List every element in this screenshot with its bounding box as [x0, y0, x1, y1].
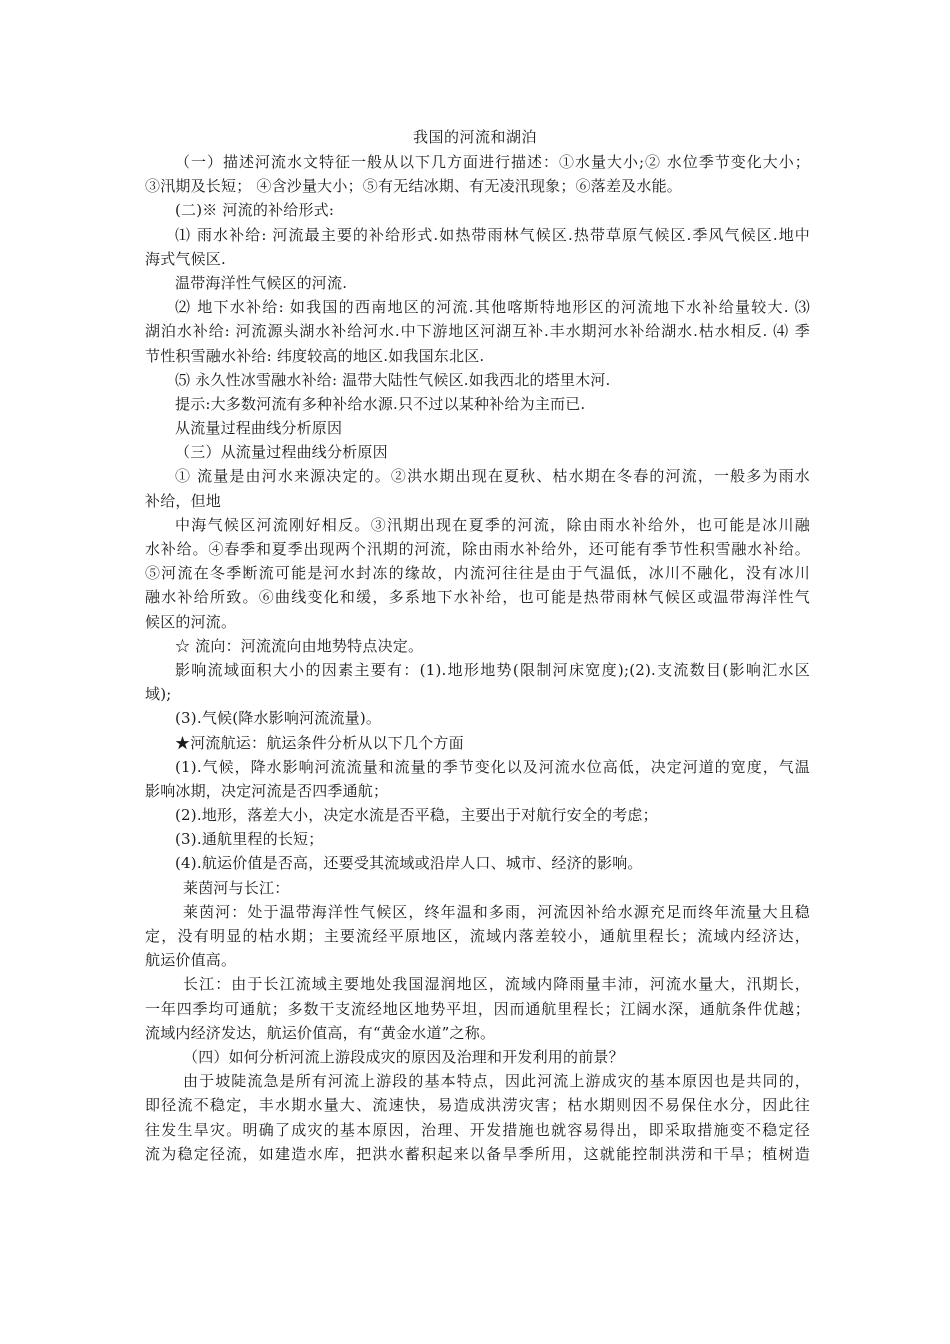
text-line: 湖泊水补给: 河流源头湖水补给河水.中下游地区河湖互补.丰水期河水补给湖水.枯水相反. ⑷ 季: [145, 322, 810, 341]
text-line: ① 流量是由河水来源决定的。②洪水期出现在夏秋、枯水期在冬春的河流，一般多为雨水: [175, 467, 810, 486]
text-line: 海式气候区.: [145, 249, 226, 268]
text-line: 莱茵河与长江：: [183, 878, 290, 897]
text-line: 流域内经济发达，航运价值高，有“黄金水道”之称。: [145, 1023, 496, 1042]
text-line: 由于坡陡流急是所有河流上游段的基本特点，因此河流上游成灾的基本原因也是共同的，: [183, 1072, 810, 1091]
document-title: 我国的河流和湖泊: [412, 128, 537, 146]
text-line: 从流量过程曲线分析原因: [175, 419, 343, 438]
text-line: 流为稳定径流，如建造水库，把洪水蓄积起来以备旱季所用，这就能控制洪涝和干旱；植树造: [145, 1144, 810, 1163]
text-line: 往发生旱灾。明确了成灾的基本原因，治理、开发措施也就容易得出，即采取措施变不稳定径: [145, 1120, 810, 1139]
text-line: (3).气候(降水影响河流流量)。: [175, 709, 382, 728]
text-line: 融水补给所致。⑥曲线变化和缓，多系地下水补给，也可能是热带雨林气候区或温带海洋性气: [145, 588, 810, 607]
text-line: 中海气候区河流刚好相反。③汛期出现在夏季的河流，除由雨水补给外，也可能是冰川融: [175, 515, 810, 534]
text-line: (4).航运价值是否高，还要受其流域或沿岸人口、城市、经济的影响。: [175, 854, 643, 873]
text-line: 航运价值高。: [145, 951, 237, 970]
text-line: 影响流域面积大小的因素主要有：(1).地形地势(限制河床宽度);(2).支流数目(影响汇水区: [175, 660, 810, 679]
text-line: ⑤河流在冬季断流可能是河水封冻的缘故，内流河往往是由于气温低，冰川不融化，没有冰川: [145, 564, 810, 583]
text-line: (二)※ 河流的补给形式:: [175, 201, 335, 220]
text-line: (3).通航里程的长短；: [175, 830, 324, 849]
text-line: 定，没有明显的枯水期；主要流经平原地区，流域内落差较小，通航里程长；流域内经济达，: [145, 927, 810, 945]
text-line: 水补给。④春季和夏季出现两个汛期的河流，除由雨水补给外，还可能有季节性积雪融水补给。: [145, 540, 810, 558]
text-line: 候区的河流。: [145, 612, 237, 631]
text-line: 长江：由于长江流域主要地处我国湿润地区，流域内降雨量丰沛，河流水量大，汛期长，: [183, 975, 810, 994]
text-line: （三）从流量过程曲线分析原因: [175, 443, 388, 462]
text-line: 一年四季均可通航；多数干支流经地区地势平坦，因而通航里程长；江阔水深，通航条件优越；: [145, 999, 810, 1018]
text-line: (1).气候，降水影响河流流量和流量的季节变化以及河流水位高低，决定河道的宽度，气温: [175, 757, 810, 776]
text-line: 提示:大多数河流有多种补给水源.只不过以某种补给为主而已.: [175, 394, 586, 413]
text-line: 温带海洋性气候区的河流.: [175, 273, 348, 292]
text-line: 莱茵河：处于温带海洋性气候区，终年温和多雨，河流因补给水源充足而终年流量大且稳: [183, 902, 810, 921]
text-line: ★河流航运：航运条件分析从以下几个方面: [175, 733, 464, 752]
text-line: （一）描述河流水文特征一般从以下几方面进行描述：①水量大小;② 水位季节变化大小；: [175, 153, 810, 171]
text-line: ⑸ 永久性冰雪融水补给: 温带大陆性气候区.如我西北的塔里木河.: [175, 370, 611, 389]
text-line: (2).地形，落差大小，决定水流是否平稳，主要出于对航行安全的考虑；: [175, 806, 658, 825]
document-body: [145, 150, 810, 1166]
text-line: 即径流不稳定，丰水期水量大、流速快，易造成洪涝灾害；枯水期则因不易保住水分，因此往: [145, 1096, 810, 1115]
text-line: ③汛期及长短； ④含沙量大小；⑤有无结冰期、有无凌汛现象；⑥落差及水能。: [145, 177, 682, 196]
text-line: 影响冰期，决定河流是否四季通航；: [145, 781, 389, 800]
text-line: ⑴ 雨水补给: 河流最主要的补给形式.如热带雨林气候区.热带草原气候区.季风气候区.地中: [175, 225, 810, 244]
text-line: 补给，但地: [145, 491, 222, 510]
text-line: ⑵ 地下水补给: 如我国的西南地区的河流.其他喀斯特地形区的河流地下水补给量较大. ⑶: [175, 298, 810, 317]
text-line: 节性积雪融水补给: 纬度较高的地区.如我国东北区.: [145, 346, 485, 365]
text-line: （四）如何分析河流上游段成灾的原因及治理和开发利用的前景？: [183, 1047, 624, 1066]
text-line: ☆ 流向：河流流向由地势特点决定。: [175, 636, 424, 655]
text-line: 域);: [145, 685, 172, 704]
